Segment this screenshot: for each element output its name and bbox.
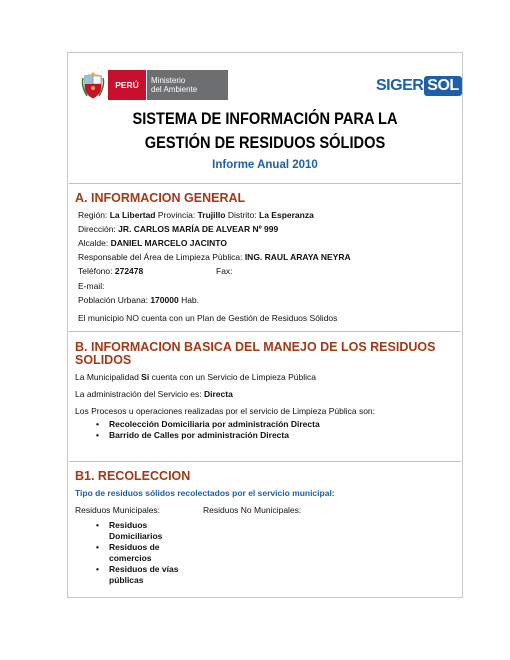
- peru-label: PERÚ: [108, 70, 146, 100]
- region-label: Región:: [78, 210, 108, 220]
- non-municipal-label: Residuos No Municipales:: [203, 505, 302, 515]
- fax-label: Fax:: [216, 266, 233, 276]
- item-line: Domiciliarios: [109, 531, 163, 541]
- report-title-line2: GESTIÓN DE RESIDUOS SÓLIDOS: [144, 133, 386, 152]
- item-line: • Residuos: [109, 520, 148, 530]
- location-line: [78, 210, 314, 220]
- province-value: Trujillo: [197, 210, 226, 220]
- divider: [69, 461, 461, 462]
- divider: [69, 331, 461, 332]
- processes-list: [90, 419, 320, 441]
- item-line: • Residuos de vías: [109, 564, 179, 574]
- service-post: cuenta con un Servicio de Limpieza Pública: [151, 372, 317, 382]
- list-item: • Recolección Domiciliaria por administración Directa: [90, 419, 320, 430]
- phone-line: [78, 266, 143, 276]
- municipal-label: Residuos Municipales:: [75, 505, 161, 515]
- list-item: [90, 564, 190, 586]
- municipal-waste-list: [90, 520, 190, 586]
- section-b1-heading: B1. RECOLECCION: [75, 469, 191, 483]
- phone-value: 272478: [114, 266, 144, 276]
- responsible-label: Responsable del Área de Limpieza Pública:: [78, 252, 243, 262]
- region-value: La Libertad: [109, 210, 156, 220]
- province-label: Provincia:: [157, 210, 196, 220]
- district-label: Distrito:: [227, 210, 257, 220]
- logo-text-left: SIGER: [376, 77, 424, 94]
- population-value: 170000: [150, 295, 179, 305]
- population-line: [78, 295, 199, 305]
- section-a-heading: A. INFORMACION GENERAL: [75, 191, 246, 205]
- coat-of-arms-icon: [81, 70, 105, 100]
- list-item: [90, 542, 190, 564]
- processes-label: Los Procesos u operaciones realizadas por el servicio de Limpieza Pública son:: [75, 406, 376, 416]
- divider: [69, 183, 461, 184]
- address-label: Dirección:: [78, 224, 116, 234]
- service-line: [75, 372, 316, 382]
- email-label: E-mail:: [78, 281, 105, 291]
- service-value: Si: [141, 372, 150, 382]
- address-line: [78, 224, 278, 234]
- service-pre: La Municipalidad: [75, 372, 139, 382]
- admin-line: [75, 389, 233, 399]
- report-subtitle: Informe Anual 2010: [212, 159, 318, 171]
- report-title-line1: SISTEMA DE INFORMACIÓN PARA LA: [132, 109, 398, 128]
- ministry-line1: Ministerio: [151, 76, 186, 85]
- section-b-heading: [75, 341, 435, 367]
- item-line: • Residuos de: [109, 542, 160, 552]
- admin-value: Directa: [204, 389, 233, 399]
- mayor-value: DANIEL MARCELO JACINTO: [110, 238, 227, 248]
- item-line: comercios: [109, 553, 152, 563]
- plan-note: El municipio NO cuenta con un Plan de Gestión de Residuos Sólidos: [78, 313, 338, 323]
- ministry-logo: [81, 70, 228, 100]
- responsible-value: ING. RAUL ARAYA NEYRA: [244, 252, 351, 262]
- ministry-name: [146, 70, 228, 100]
- section-b1-subheading: Tipo de residuos sólidos recolectados por el servicio municipal:: [75, 488, 335, 498]
- mayor-label: Alcalde:: [78, 238, 109, 248]
- ministry-line2: del Ambiente: [151, 85, 198, 94]
- section-b-heading-line2: SOLIDOS: [75, 353, 132, 367]
- section-b-heading-line1: B. INFORMACION BASICA DEL MANEJO DE LOS RESIDUOS: [75, 340, 436, 354]
- district-value: La Esperanza: [259, 210, 314, 220]
- report-page: [67, 52, 463, 598]
- population-label: Población Urbana:: [78, 295, 148, 305]
- list-item: • Barrido de Calles por administración Directa: [90, 430, 320, 441]
- population-unit: Hab.: [181, 295, 200, 305]
- list-item: [90, 520, 190, 542]
- admin-label: La administración del Servicio es:: [75, 389, 202, 399]
- phone-label: Teléfono:: [78, 266, 113, 276]
- sigersol-logo: [376, 75, 462, 97]
- item-line: públicas: [109, 575, 144, 585]
- address-value: JR. CARLOS MARÍA DE ALVEAR Nº 999: [118, 224, 279, 234]
- logo-text-right: SOL: [424, 76, 461, 96]
- responsible-line: [78, 252, 351, 262]
- mayor-line: [78, 238, 227, 248]
